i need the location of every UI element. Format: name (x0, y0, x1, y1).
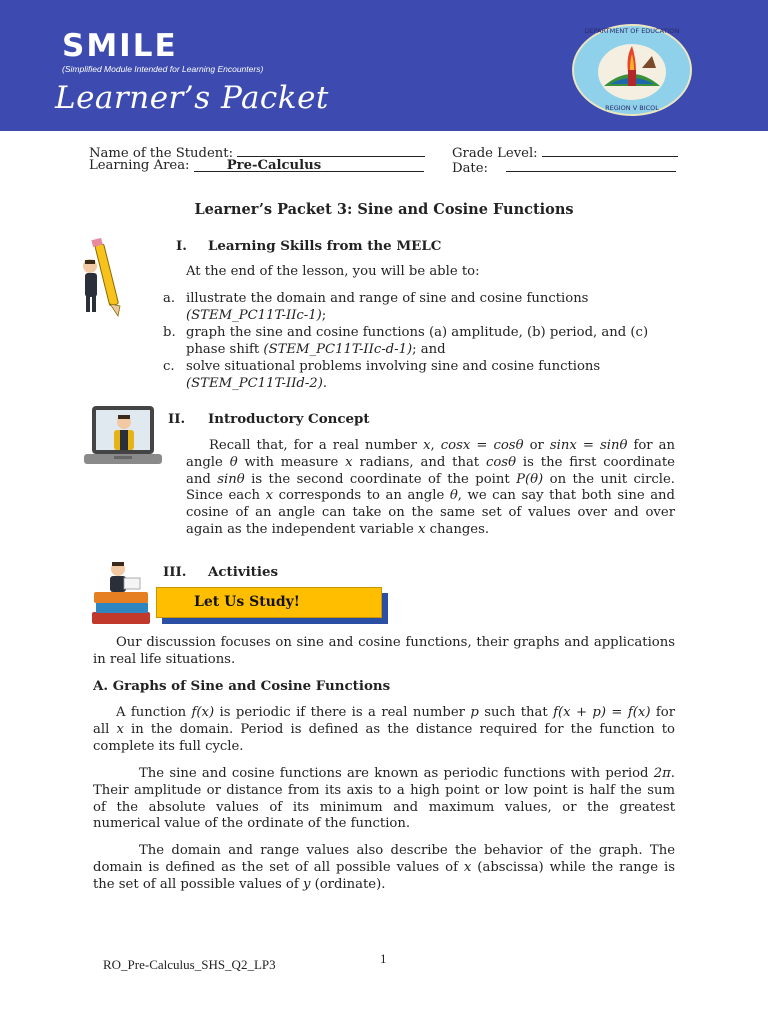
svg-text:DEPARTMENT OF EDUCATION: DEPARTMENT OF EDUCATION (584, 27, 680, 35)
teacher-reading-books-illustration (88, 560, 154, 628)
brand-subtitle: (Simplified Module Intended for Learning Encounters) (62, 64, 264, 74)
student-name-label: Name of the Student: (89, 146, 234, 161)
subsection-heading: A. Graphs of Sine and Cosine Functions (93, 678, 391, 694)
learning-area-value: Pre-Calculus (226, 158, 322, 173)
packet-title: Learner’s Packet (55, 80, 329, 116)
svg-text:REGION V BICOL: REGION V BICOL (605, 104, 659, 112)
date-field (452, 158, 676, 176)
periodic-definition-paragraph: A function f(x) is periodic if there is a real number p such that f(x + p) = f(x) for all x in the domain. Period is defined as the distance required for the function to complete its full cycle. (93, 705, 675, 754)
header-banner (0, 0, 768, 131)
laptop-teacher-illustration (84, 404, 162, 468)
list-item-marker: a. (163, 291, 176, 306)
section-1-number: I. (176, 238, 187, 254)
teacher-with-pencil-illustration (80, 238, 132, 318)
discussion-paragraph: Our discussion focuses on sine and cosine functions, their graphs and applications in real life situations. (93, 635, 675, 667)
learning-area-label: Learning Area: (89, 158, 190, 173)
section-2-number: II. (168, 411, 186, 427)
learning-area-blank (194, 158, 424, 172)
introductory-concept-paragraph: Recall that, for a real number x, cosx = cosθ or sinx = sinθ for an angle θ with measure x radians, and that cosθ is the first coordinate and sinθ is the second coordinate of the point P(θ) on the unit circle. Since each x corresponds to an angle θ, we can say that both sine and cosine of an angle can take on the same set of values over and over again as the independent variable x changes. (186, 438, 675, 537)
section-3-number: III. (163, 564, 187, 580)
learning-area-field (89, 158, 424, 173)
date-blank (506, 158, 676, 172)
page-number: 1 (380, 951, 387, 966)
domain-range-paragraph: The domain and range values also describe the behavior of the graph. The domain is defined as the set of all possible values of x (abscissa) while the range is the set of all possible values of y (ordinate). (93, 843, 675, 892)
list-item: graph the sine and cosine functions (a) amplitude, (b) period, and (c) phase shift (STEM_PC11T-IIc-d-1); and (186, 325, 649, 357)
list-item: illustrate the domain and range of sine and cosine functions (STEM_PC11T-IIc-1); (186, 291, 589, 323)
document-title: Learner’s Packet 3: Sine and Cosine Functions (194, 201, 574, 218)
grade-level-blank (542, 143, 678, 157)
brand-title: SMILE (62, 28, 178, 64)
student-name-blank (237, 143, 425, 157)
list-item-marker: b. (163, 325, 176, 340)
section-3-title: Activities (208, 564, 279, 580)
list-item-marker: c. (163, 359, 175, 374)
amplitude-paragraph: The sine and cosine functions are known as periodic functions with period 2π. Their amplitude or distance from its axis to a high point or low point is half the sum of the absolute values of its minimum and maximum values, or the greatest numerical value of the ordinate of the function. (93, 766, 675, 832)
section-2-title: Introductory Concept (208, 411, 370, 427)
deped-seal-logo (570, 22, 694, 118)
section-1-intro: At the end of the lesson, you will be able to: (186, 264, 480, 279)
grade-level-label: Grade Level: (452, 146, 538, 161)
let-us-study-label: Let Us Study! (194, 594, 300, 610)
date-label: Date: (452, 161, 488, 176)
let-us-study-banner (156, 587, 382, 618)
footer-code: RO_Pre-Calculus_SHS_Q2_LP3 (103, 957, 276, 972)
section-1-title: Learning Skills from the MELC (208, 238, 442, 254)
list-item: solve situational problems involving sine and cosine functions (STEM_PC11T-IId-2). (186, 359, 601, 391)
